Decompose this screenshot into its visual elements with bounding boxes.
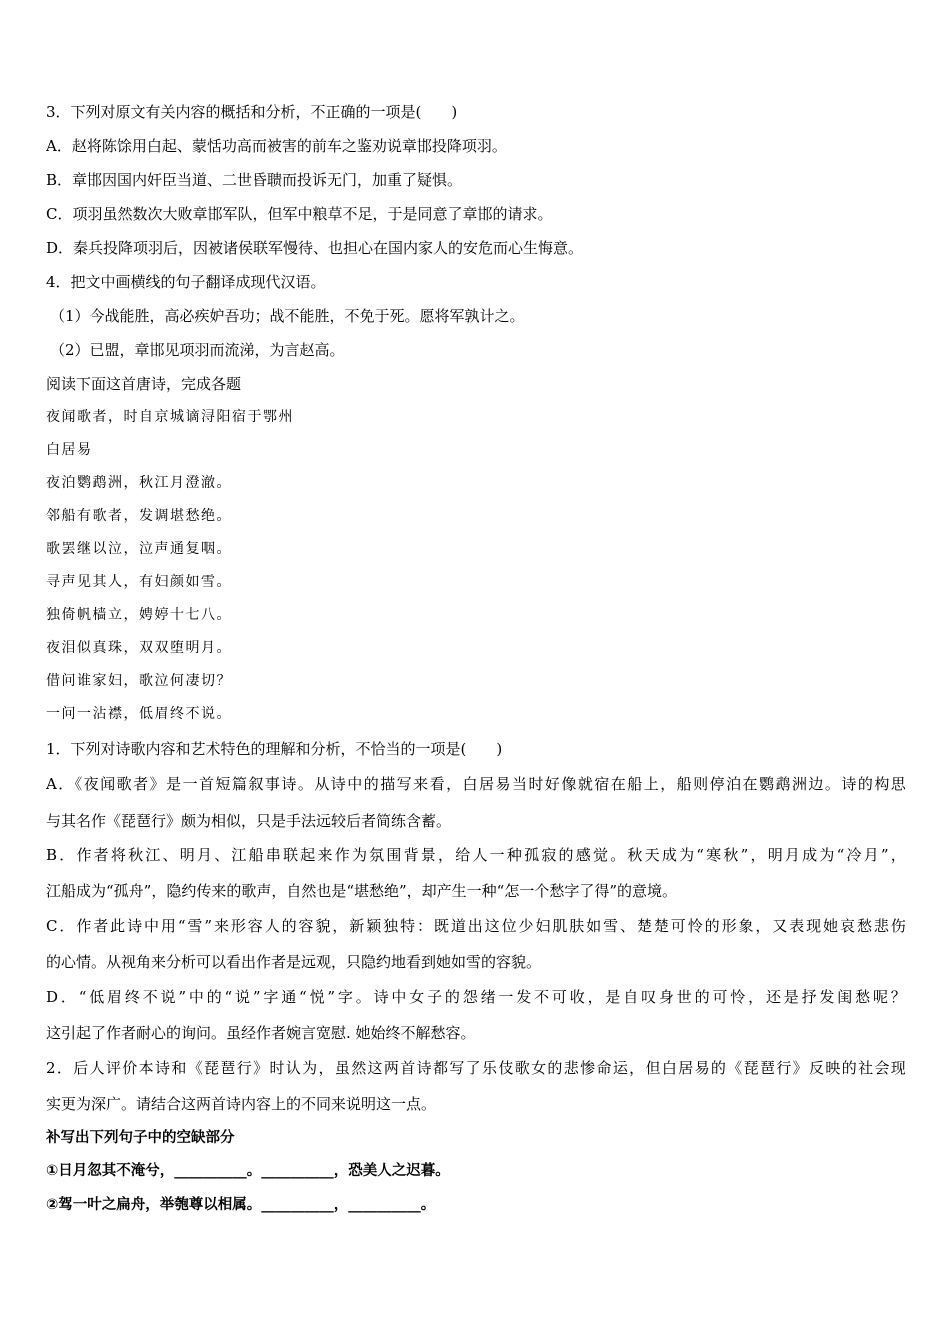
fill-blank-item-2: ②驾一叶之扁舟，举匏尊以相属。__________，__________。 [46,1197,436,1213]
poem-line: 歌罢继以泣，泣声通复咽。 [46,541,232,557]
q3-option-a: A．赵将陈馀用白起、蒙恬功高而被害的前车之鉴劝说章邯投降项羽。 [46,137,507,155]
poem-q1-option-a-line2: 与其名作《琵琶行》颇为相似，只是手法远较后者简练含蓄。 [46,812,452,830]
q3-option-c: C．项羽虽然数次大败章邯军队，但军中粮草不足，于是同意了章邯的请求。 [46,205,553,223]
q3-option-d: D．秦兵投降项羽后，因被诸侯联军慢待、也担心在国内家人的安危而心生悔意。 [46,239,584,257]
poem-q1-option-d-line2: 这引起了作者耐心的询问。虽经作者婉言宽慰. 她始终不解愁容。 [46,1024,476,1042]
q4-sentence-1: （1）今战能胜，高必疾妒吾功；战不能胜，不免于死。愿将军孰计之。 [50,307,525,325]
fill-blank-item-1: ①日月忽其不淹兮，__________。__________，恐美人之迟暮。 [46,1163,450,1179]
poem-q2-line2: 实更为深广。请结合这两首诗内容上的不同来说明这一点。 [46,1095,437,1113]
poem-title: 夜闻歌者，时自京城谪浔阳宿于鄂州 [46,409,294,425]
poem-q1-stem: 1．下列对诗歌内容和艺术特色的理解和分析，不恰当的一项是( ) [46,740,503,758]
fill-blanks-title: 补写出下列句子中的空缺部分 [46,1130,235,1146]
poem-q1-option-a-line1: A．《夜闻歌者》是一首短篇叙事诗。从诗中的描写来看，白居易当时好像就宿在船上，船则停泊在鹦鹉洲边。诗的构思 [46,775,906,793]
poem-q1-option-b-line2: 江船成为“孤舟”，隐约传来的歌声，自然也是“堪愁绝”，却产生一种“怎一个愁字了得”的意境。 [46,882,678,900]
poem-line: 一问一沾襟，低眉终不说。 [46,706,232,722]
poem-intro: 阅读下面这首唐诗，完成各题 [46,375,242,393]
poem-line: 寻声见其人，有妇颜如雪。 [46,574,232,590]
poem-line: 邻船有歌者，发调堪愁绝。 [46,508,232,524]
poem-q1-option-d-line1: D．“低眉终不说”中的“说”字通“悦”字。诗中女子的怨绪一发不可收，是自叹身世的可怜，还是抒发闺愁呢？ [46,988,906,1006]
poem-q1-option-c-line2: 的心情。从视角来分析可以看出作者是远观，只隐约地看到她如雪的容貌。 [46,953,542,971]
q3-stem: 3．下列对原文有关内容的概括和分析，不正确的一项是( ) [46,103,458,121]
q4-stem: 4．把文中画横线的句子翻译成现代汉语。 [46,273,326,291]
poem-line: 夜泊鹦鹉洲，秋江月澄澈。 [46,475,232,491]
q3-option-b: B．章邯因国内奸臣当道、二世昏聩而投诉无门，加重了疑惧。 [46,171,463,189]
poem-q1-option-c-line1: C．作者此诗中用“雪”来形容人的容貌，新颖独特：既道出这位少妇肌肤如雪、楚楚可怜的形象，又表现她哀愁悲伤 [46,917,906,935]
poem-line: 夜泪似真珠，双双堕明月。 [46,640,232,656]
poem-line: 借问谁家妇，歌泣何凄切？ [46,673,232,689]
poem-author: 白居易 [46,442,93,458]
poem-q2-line1: 2．后人评价本诗和《琵琶行》时认为，虽然这两首诗都写了乐伎歌女的悲惨命运，但白居易的《琵琶行》反映的社会现 [46,1059,906,1077]
poem-line: 独倚帆樯立，娉婷十七八。 [46,607,232,623]
poem-q1-option-b-line1: B．作者将秋江、明月、江船串联起来作为氛围背景，给人一种孤寂的感觉。秋天成为“寒秋”，明月成为“冷月”， [46,846,906,864]
q4-sentence-2: （2）已盟，章邯见项羽而流涕，为言赵高。 [50,341,345,359]
